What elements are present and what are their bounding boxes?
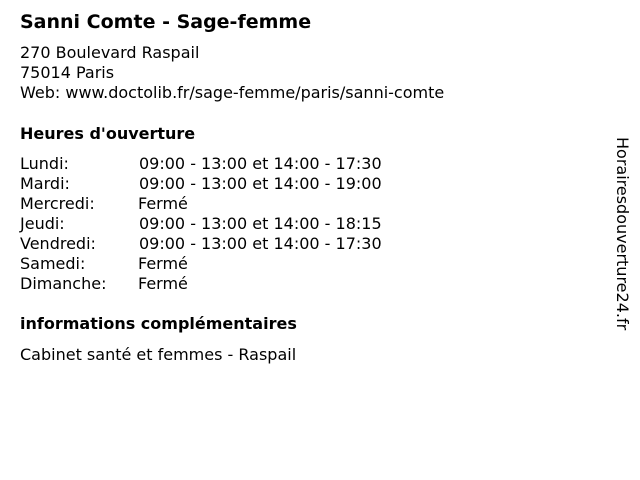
- hours-day: Jeudi:: [20, 214, 65, 233]
- hours-value: Fermé: [138, 194, 188, 213]
- address-street: 270 Boulevard Raspail: [20, 43, 200, 62]
- hours-day: Mardi:: [20, 174, 70, 193]
- hours-value: 09:00 - 13:00 et 14:00 - 18:15: [139, 214, 382, 233]
- hours-heading: Heures d'ouverture: [20, 124, 196, 143]
- hours-value: 09:00 - 13:00 et 14:00 - 17:30: [139, 234, 382, 253]
- info-heading: informations complémentaires: [20, 314, 297, 333]
- hours-day: Samedi:: [20, 254, 86, 273]
- hours-day: Mercredi:: [20, 194, 95, 213]
- address-web: Web: www.doctolib.fr/sage-femme/paris/sanni-comte: [20, 83, 445, 102]
- address-city: 75014 Paris: [20, 63, 115, 82]
- info-text: Cabinet santé et femmes - Raspail: [20, 345, 297, 364]
- hours-day: Dimanche:: [20, 274, 107, 293]
- watermark: Horairesdouverture24.fr: [613, 137, 632, 331]
- hours-value: Fermé: [138, 254, 188, 273]
- hours-value: 09:00 - 13:00 et 14:00 - 17:30: [139, 154, 382, 173]
- hours-value: Fermé: [138, 274, 188, 293]
- hours-day: Vendredi:: [20, 234, 96, 253]
- address-block: [20, 43, 444, 103]
- page-title: Sanni Comte - Sage-femme: [20, 11, 312, 33]
- hours-value: 09:00 - 13:00 et 14:00 - 19:00: [139, 174, 382, 193]
- hours-day: Lundi:: [20, 154, 69, 173]
